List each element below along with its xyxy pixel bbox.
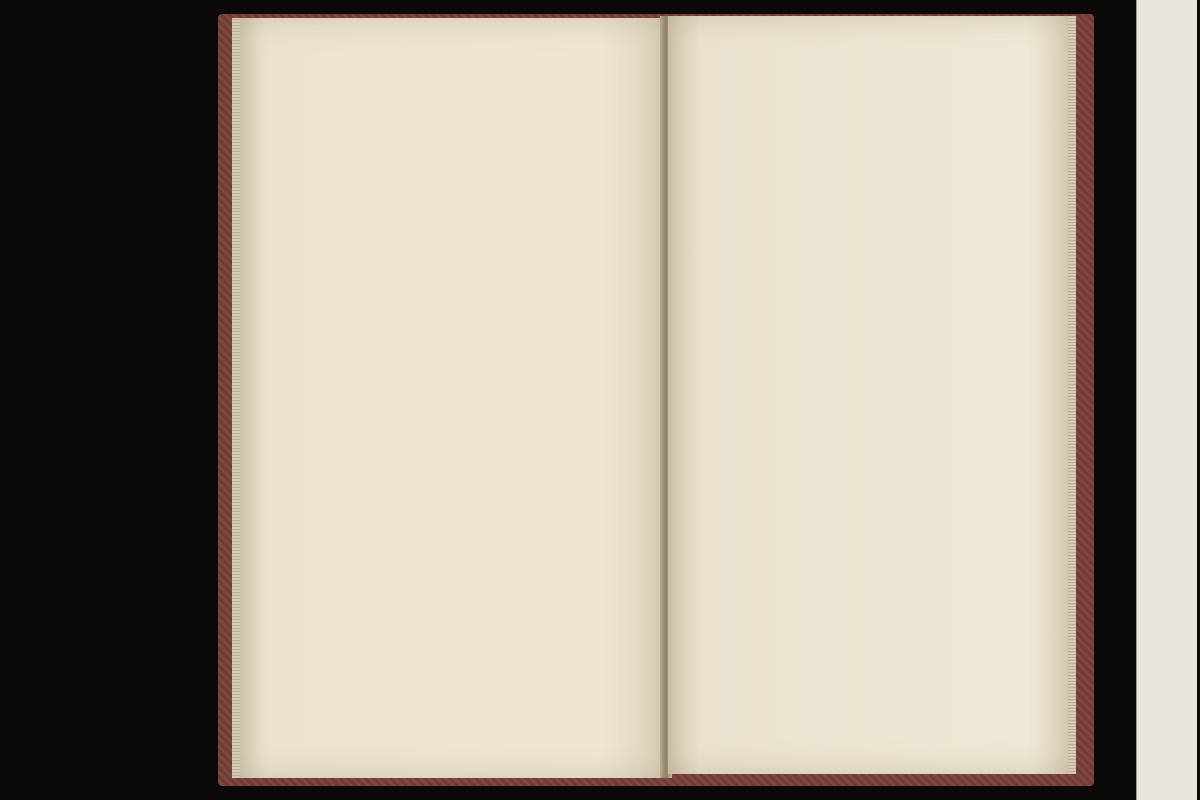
left-page <box>240 18 665 778</box>
measuring-ruler <box>1136 0 1197 800</box>
right-page <box>668 16 1068 774</box>
